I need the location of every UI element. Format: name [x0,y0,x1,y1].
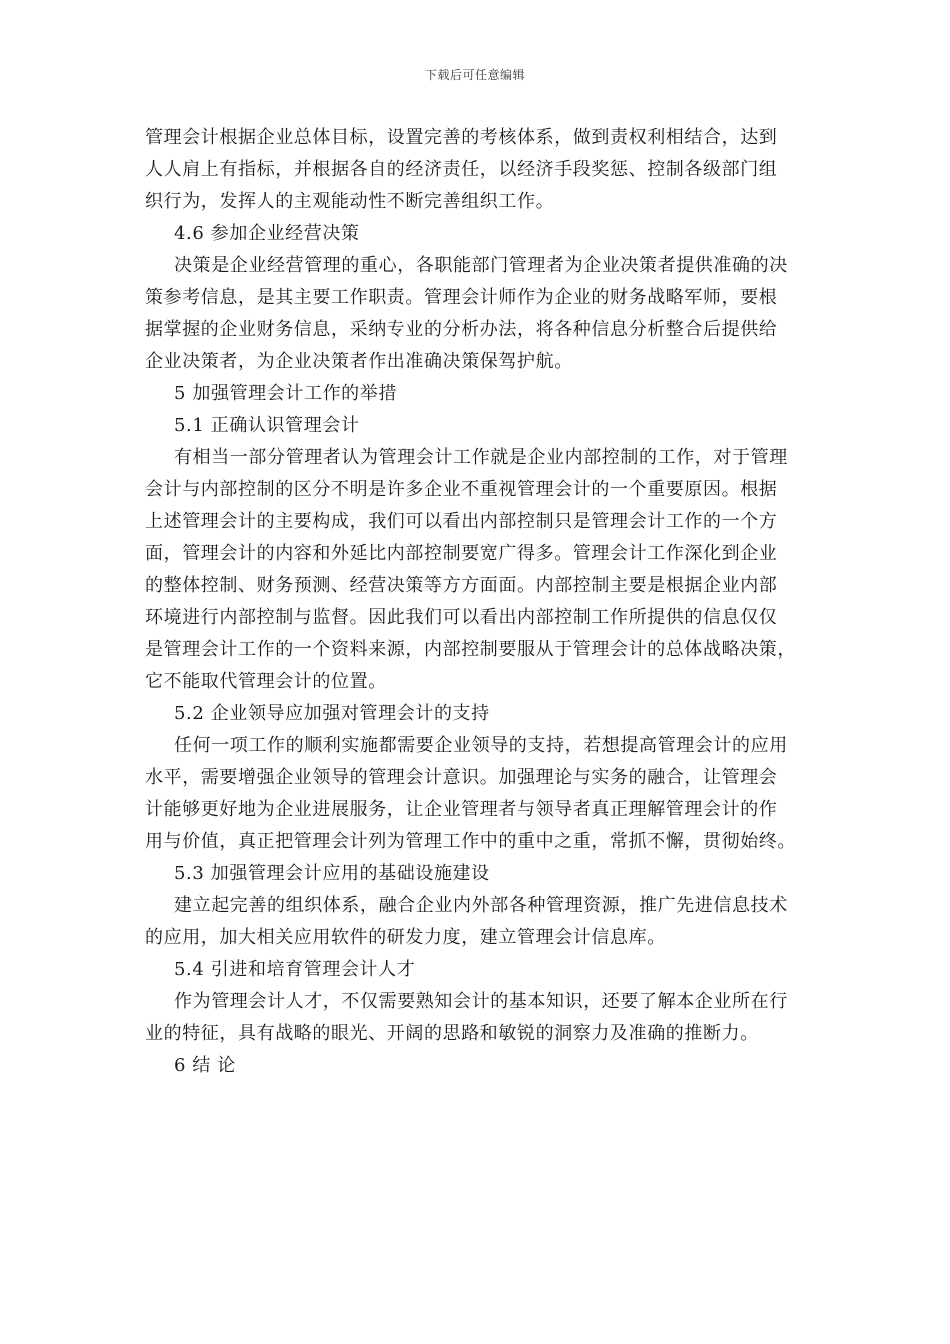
body-line: 用与价值，真正把管理会计列为管理工作中的重中之重，常抓不懈，贯彻始终。 [145,831,796,852]
body-line: 会计与内部控制的区分不明是许多企业不重视管理会计的一个重要原因。根据 [145,479,778,500]
document-body [145,122,807,1082]
section-heading-5-4: 5.4 引进和培育管理会计人才 [174,959,416,980]
body-line: 的应用，加大相关应用软件的研发力度，建立管理会计信息库。 [145,927,666,948]
section-heading-5: 5 加强管理会计工作的举措 [174,383,397,404]
body-line: 面，管理会计的内容和外延比内部控制要宽广得多。管理会计工作深化到企业 [145,543,778,564]
body-line: 业的特征，具有战略的眼光、开阔的思路和敏锐的洞察力及准确的推断力。 [145,1023,759,1044]
body-line: 上述管理会计的主要构成，我们可以看出内部控制只是管理会计工作的一个方 [145,511,778,532]
section-heading-5-1: 5.1 正确认识管理会计 [174,415,360,436]
body-line: 建立起完善的组织体系，融合企业内外部各种管理资源，推广先进信息技术 [174,895,788,916]
body-line: 是管理会计工作的一个资料来源，内部控制要服从于管理会计的总体战略决策， [145,639,796,660]
header-note: 下载后可任意编辑 [424,68,525,82]
body-line: 有相当一部分管理者认为管理会计工作就是企业内部控制的工作，对于管理 [174,447,788,468]
body-line: 的整体控制、财务预测、经营决策等方方面面。内部控制主要是根据企业内部 [145,575,778,596]
body-line: 任何一项工作的顺利实施都需要企业领导的支持，若想提高管理会计的应用 [174,735,788,756]
body-line: 决策是企业经营管理的重心，各职能部门管理者为企业决策者提供准确的决 [174,255,788,276]
body-line: 织行为，发挥人的主观能动性不断完善组织工作。 [145,191,555,212]
body-line: 据掌握的企业财务信息，采纳专业的分析办法，将各种信息分析整合后提供给 [145,319,778,340]
body-line: 人人肩上有指标，并根据各自的经济责任，以经济手段奖惩、控制各级部门组 [145,159,778,180]
section-heading-4-6: 4.6 参加企业经营决策 [174,223,360,244]
body-line: 企业决策者，为企业决策者作出准确决策保驾护航。 [145,351,573,372]
body-line: 它不能取代管理会计的位置。 [145,671,387,692]
body-line: 计能够更好地为企业进展服务，让企业管理者与领导者真正理解管理会计的作 [145,799,778,820]
section-heading-5-2: 5.2 企业领导应加强对管理会计的支持 [174,703,490,724]
body-line: 水平，需要增强企业领导的管理会计意识。加强理论与实务的融合，让管理会 [145,767,778,788]
section-heading-5-3: 5.3 加强管理会计应用的基础设施建设 [174,863,490,884]
body-line: 策参考信息，是其主要工作职责。管理会计师作为企业的财务战略军师，要根 [145,287,778,308]
section-heading-6: 6 结 论 [174,1055,236,1076]
body-line: 管理会计根据企业总体目标，设置完善的考核体系，做到责权利相结合，达到 [145,127,778,148]
body-line: 环境进行内部控制与监督。因此我们可以看出内部控制工作所提供的信息仅仅 [145,607,778,628]
body-line: 作为管理会计人才，不仅需要熟知会计的基本知识，还要了解本企业所在行 [174,991,788,1012]
